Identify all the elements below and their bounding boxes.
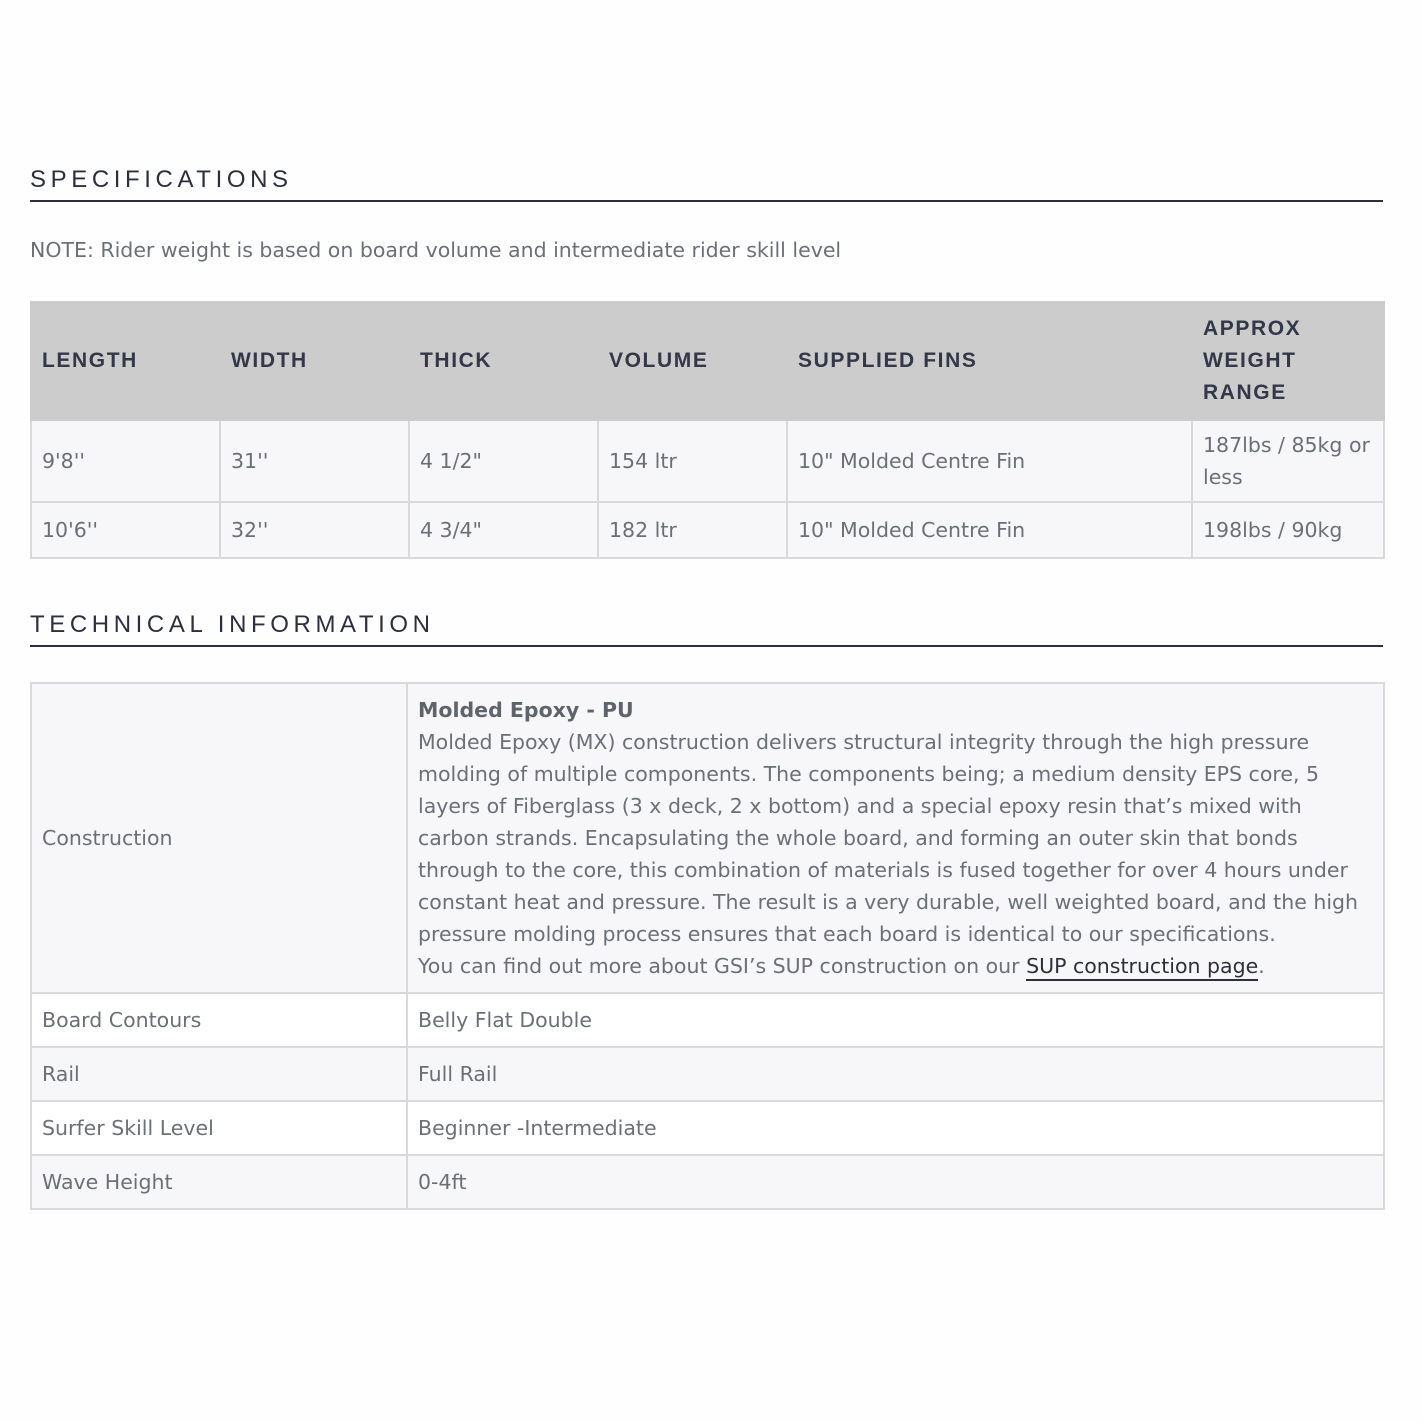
surfer-skill-level-value: Beginner -Intermediate: [407, 1101, 1384, 1155]
header-length: LENGTH: [31, 302, 220, 420]
header-approx-weight-range: APPROX WEIGHT RANGE: [1192, 302, 1384, 420]
header-supplied-fins: SUPPLIED FINS: [787, 302, 1192, 420]
construction-description: Molded Epoxy (MX) construction delivers structural integrity through the high pressure molding of multiple components. The components being; a medium density EPS core, 5 layers of Fiberglass (3 x deck, 2 x bottom) and a special epoxy resin that’s mixed with carbon strands. Encapsulating the whole board, and forming an outer skin that bonds through to the core, this combination of materials is fused together for over 4 hours under constant heat and pressure. The result is a very durable, well weighted board, and the high pressure molding process ensures that each board is identical to our specifications.: [418, 730, 1359, 946]
rail-value: Full Rail: [407, 1047, 1384, 1101]
cell-supplied-fins: 10" Molded Centre Fin: [787, 502, 1192, 558]
cell-volume: 182 ltr: [598, 502, 787, 558]
table-row-wave-height: [31, 1155, 1384, 1209]
construction-link-suffix: .: [1258, 954, 1265, 978]
technical-information-title: TECHNICAL INFORMATION: [30, 611, 1383, 647]
board-contours-label: Board Contours: [31, 993, 407, 1047]
table-row-rail: [31, 1047, 1384, 1101]
cell-thick: 4 1/2": [409, 420, 598, 502]
specifications-title: SPECIFICATIONS: [30, 166, 1383, 202]
specifications-header-row: [31, 302, 1384, 420]
specifications-table: [30, 301, 1385, 559]
rider-weight-note: NOTE: Rider weight is based on board volume and intermediate rider skill level: [30, 238, 842, 262]
construction-heading: Molded Epoxy - PU: [418, 698, 634, 722]
table-row: [31, 420, 1384, 502]
cell-length: 9'8'': [31, 420, 220, 502]
header-volume: VOLUME: [598, 302, 787, 420]
cell-thick: 4 3/4": [409, 502, 598, 558]
construction-link-prefix: You can find out more about GSI’s SUP construction on our: [418, 954, 1027, 978]
cell-supplied-fins: 10" Molded Centre Fin: [787, 420, 1192, 502]
cell-length: 10'6'': [31, 502, 220, 558]
table-row: [31, 502, 1384, 558]
cell-width: 32'': [220, 502, 409, 558]
wave-height-label: Wave Height: [31, 1155, 407, 1209]
cell-weight-range: 198lbs / 90kg: [1192, 502, 1384, 558]
technical-information-table: [30, 682, 1385, 1210]
rail-label: Rail: [31, 1047, 407, 1101]
wave-height-value: 0-4ft: [407, 1155, 1384, 1209]
board-contours-value: Belly Flat Double: [407, 993, 1384, 1047]
table-row-surfer-skill-level: [31, 1101, 1384, 1155]
construction-more-info: [418, 950, 1373, 982]
table-row-board-contours: [31, 993, 1384, 1047]
table-row-construction: [31, 683, 1384, 993]
cell-volume: 154 ltr: [598, 420, 787, 502]
construction-value: [407, 683, 1384, 993]
surfer-skill-level-label: Surfer Skill Level: [31, 1101, 407, 1155]
cell-weight-range: 187lbs / 85kg or less: [1192, 420, 1384, 502]
cell-width: 31'': [220, 420, 409, 502]
header-width: WIDTH: [220, 302, 409, 420]
sup-construction-page-link[interactable]: SUP construction page: [1026, 954, 1258, 981]
construction-label: Construction: [31, 683, 407, 993]
header-thick: THICK: [409, 302, 598, 420]
